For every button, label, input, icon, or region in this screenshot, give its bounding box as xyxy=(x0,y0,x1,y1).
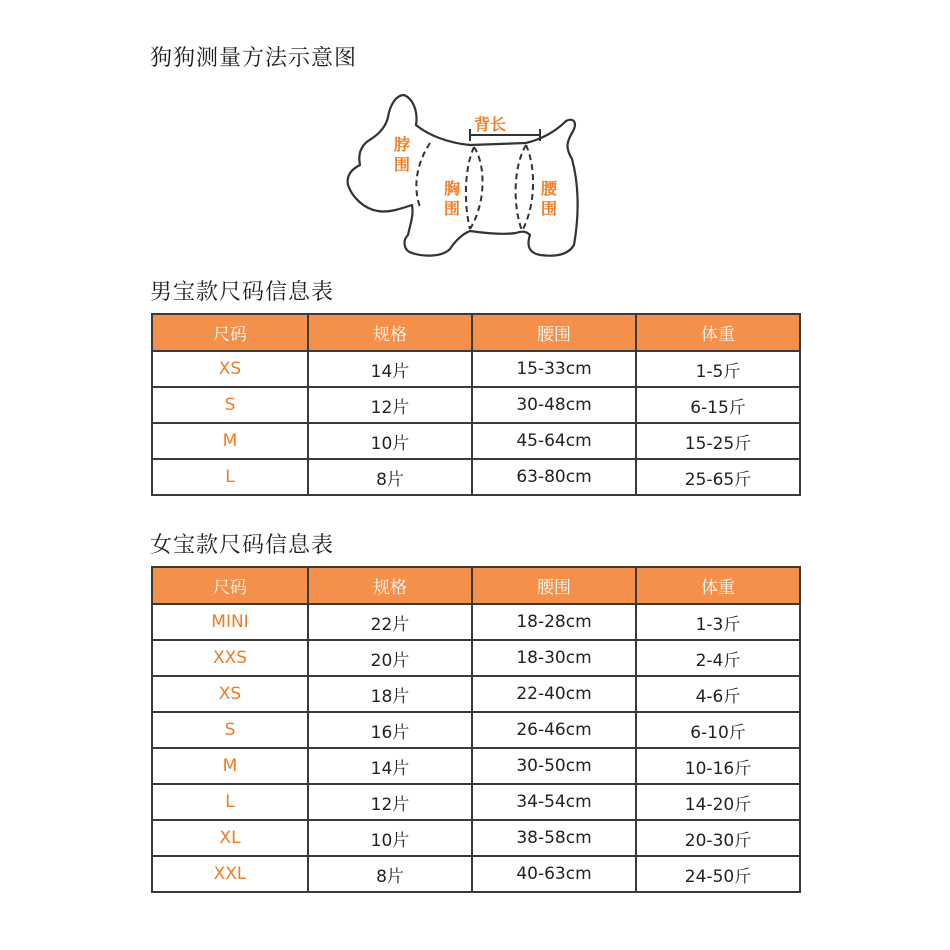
size-cell: M xyxy=(152,423,308,459)
header-size: 尺码 xyxy=(152,567,308,604)
table-row xyxy=(152,387,800,423)
weight-cell: 20-30斤 xyxy=(636,820,800,856)
table-row xyxy=(152,604,800,640)
waist-cell: 18-30cm xyxy=(472,640,636,676)
neck-measure-dashed xyxy=(416,143,430,207)
label-back-length: 背长 xyxy=(473,115,506,134)
waist-cell: 34-54cm xyxy=(472,784,636,820)
header-spec: 规格 xyxy=(308,567,472,604)
table-row xyxy=(152,856,800,892)
header-size: 尺码 xyxy=(152,314,308,351)
waist-measure-dashed xyxy=(516,145,526,231)
label-chest: 胸围 xyxy=(443,179,460,218)
table-row xyxy=(152,676,800,712)
table-row xyxy=(152,640,800,676)
waist-cell: 63-80cm xyxy=(472,459,636,495)
size-cell: M xyxy=(152,748,308,784)
table-row xyxy=(152,712,800,748)
table-row xyxy=(152,784,800,820)
chest-measure-dashed-back xyxy=(466,147,474,229)
table-row xyxy=(152,748,800,784)
waist-cell: 40-63cm xyxy=(472,856,636,892)
table-row xyxy=(152,820,800,856)
size-cell: S xyxy=(152,387,308,423)
spec-cell: 12片 xyxy=(308,784,472,820)
spec-cell: 20片 xyxy=(308,640,472,676)
chest-measure-dashed xyxy=(470,147,483,229)
header-weight: 体重 xyxy=(636,314,800,351)
table-row xyxy=(152,351,800,387)
spec-cell: 12片 xyxy=(308,387,472,423)
waist-cell: 30-50cm xyxy=(472,748,636,784)
diagram-title: 狗狗测量方法示意图 xyxy=(150,46,358,71)
size-cell: XS xyxy=(152,676,308,712)
table-header-row xyxy=(152,567,800,604)
spec-cell: 8片 xyxy=(308,459,472,495)
female-size-table-title: 女宝款尺码信息表 xyxy=(150,533,335,558)
spec-cell: 18片 xyxy=(308,676,472,712)
weight-cell: 1-5斤 xyxy=(636,351,800,387)
weight-cell: 6-15斤 xyxy=(636,387,800,423)
label-waist: 腰围 xyxy=(540,179,557,218)
size-cell: MINI xyxy=(152,604,308,640)
waist-cell: 18-28cm xyxy=(472,604,636,640)
weight-cell: 24-50斤 xyxy=(636,856,800,892)
size-cell: L xyxy=(152,784,308,820)
header-weight: 体重 xyxy=(636,567,800,604)
weight-cell: 1-3斤 xyxy=(636,604,800,640)
waist-cell: 45-64cm xyxy=(472,423,636,459)
weight-cell: 2-4斤 xyxy=(636,640,800,676)
waist-cell: 30-48cm xyxy=(472,387,636,423)
header-waist: 腰围 xyxy=(472,567,636,604)
weight-cell: 10-16斤 xyxy=(636,748,800,784)
male-size-table-title: 男宝款尺码信息表 xyxy=(150,280,335,305)
size-cell: L xyxy=(152,459,308,495)
waist-cell: 26-46cm xyxy=(472,712,636,748)
dog-measurement-diagram xyxy=(330,85,590,270)
weight-cell: 25-65斤 xyxy=(636,459,800,495)
spec-cell: 10片 xyxy=(308,820,472,856)
size-cell: S xyxy=(152,712,308,748)
waist-cell: 22-40cm xyxy=(472,676,636,712)
size-cell: XS xyxy=(152,351,308,387)
weight-cell: 15-25斤 xyxy=(636,423,800,459)
size-cell: XL xyxy=(152,820,308,856)
table-row xyxy=(152,459,800,495)
spec-cell: 22片 xyxy=(308,604,472,640)
spec-cell: 14片 xyxy=(308,748,472,784)
table-row xyxy=(152,423,800,459)
weight-cell: 6-10斤 xyxy=(636,712,800,748)
header-waist: 腰围 xyxy=(472,314,636,351)
dog-body-outline xyxy=(348,95,578,256)
male-size-table xyxy=(151,313,801,496)
spec-cell: 16片 xyxy=(308,712,472,748)
waist-measure-dashed-back xyxy=(522,145,533,231)
size-cell: XXS xyxy=(152,640,308,676)
size-cell: XXL xyxy=(152,856,308,892)
dog-outline-illustration xyxy=(330,85,590,270)
female-size-table xyxy=(151,566,801,893)
waist-cell: 15-33cm xyxy=(472,351,636,387)
spec-cell: 14片 xyxy=(308,351,472,387)
weight-cell: 14-20斤 xyxy=(636,784,800,820)
spec-cell: 8片 xyxy=(308,856,472,892)
header-spec: 规格 xyxy=(308,314,472,351)
waist-cell: 38-58cm xyxy=(472,820,636,856)
weight-cell: 4-6斤 xyxy=(636,676,800,712)
label-neck: 脖围 xyxy=(393,135,410,174)
table-header-row xyxy=(152,314,800,351)
spec-cell: 10片 xyxy=(308,423,472,459)
